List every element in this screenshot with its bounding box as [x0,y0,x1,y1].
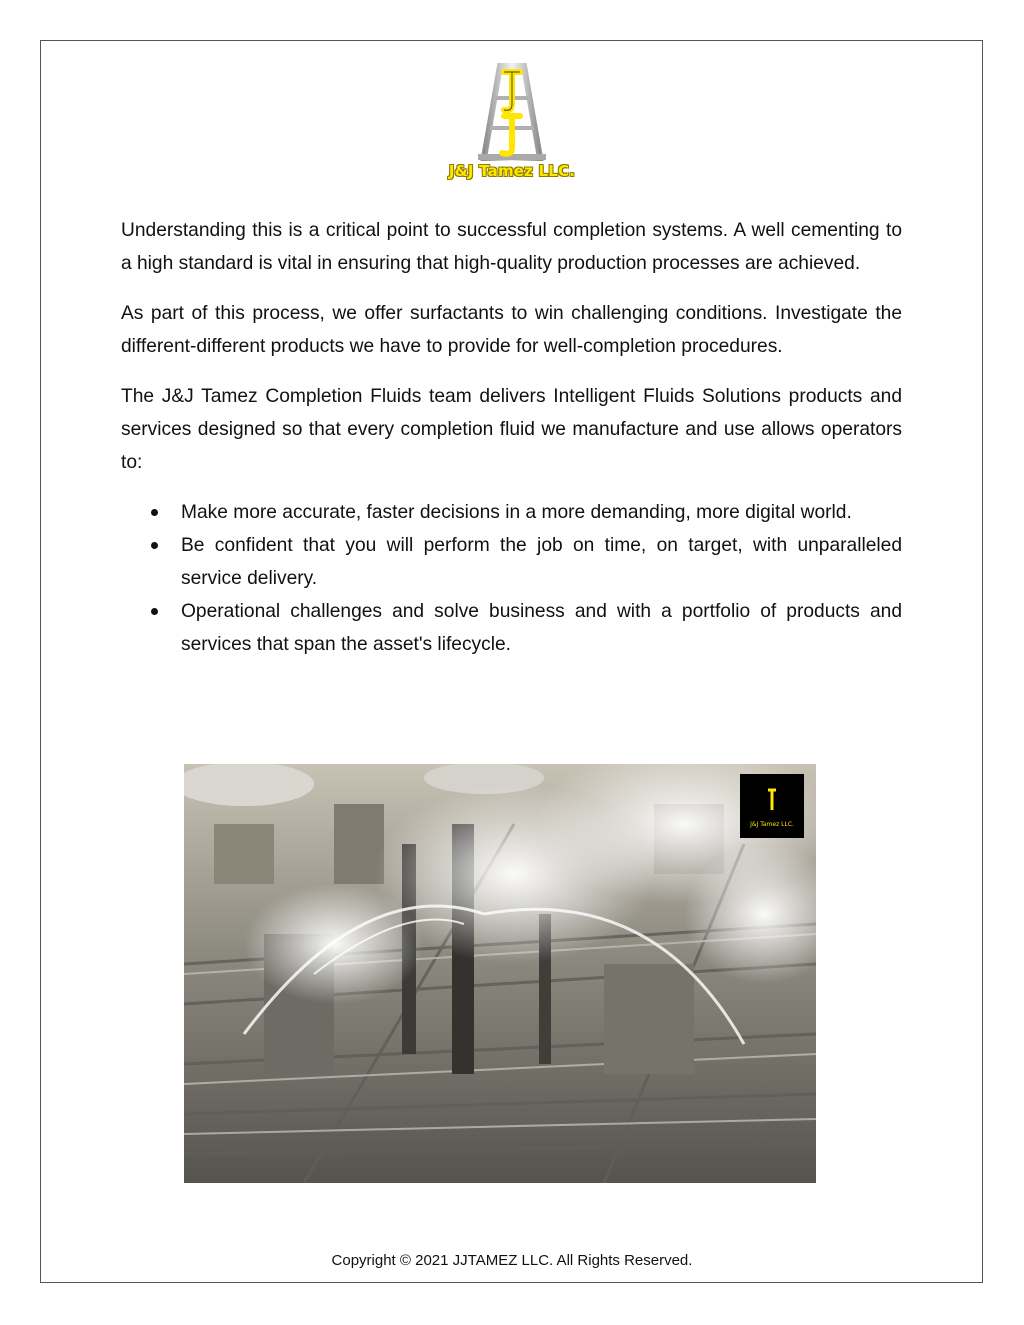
bullet-text: Make more accurate, faster decisions in a more demanding, more digital world. [181,502,852,523]
derrick-logo-icon [430,58,594,162]
bullet-list [121,496,902,661]
badge-text: J&J Tamez LLC. [750,821,794,828]
body-content [121,214,902,661]
paragraph: As part of this process, we offer surfactants to win challenging conditions. Investigate the different-different products we have to provide for well-completion procedures. [121,303,902,357]
bullet-icon [151,608,158,615]
footer-copyright: Copyright © 2021 JJTAMEZ LLC. All Rights Reserved. [331,1252,693,1269]
paragraph: Understanding this is a critical point to successful completion systems. A well cementing to a high standard is vital in ensuring that high-quality production processes are achieved. [121,220,902,274]
bullet-item [121,595,902,661]
bullet-icon [151,509,158,516]
bullet-text: Operational challenges and solve business and with a portfolio of products and services that span the asset's lifecycle. [181,601,902,655]
company-logo [430,58,594,184]
refinery-photo [184,764,816,1183]
bullet-icon [151,542,158,549]
logo-text: J&J Tamez LLC. [448,162,576,180]
bullet-text: Be confident that you will perform the job on time, on target, with unparalleled service delivery. [181,535,902,589]
bullet-item [121,496,902,529]
bullet-item [121,529,902,595]
paragraph: The J&J Tamez Completion Fluids team delivers Intelligent Fluids Solutions products and services designed so that every completion fluid we manufacture and use allows operators to: [121,386,902,473]
